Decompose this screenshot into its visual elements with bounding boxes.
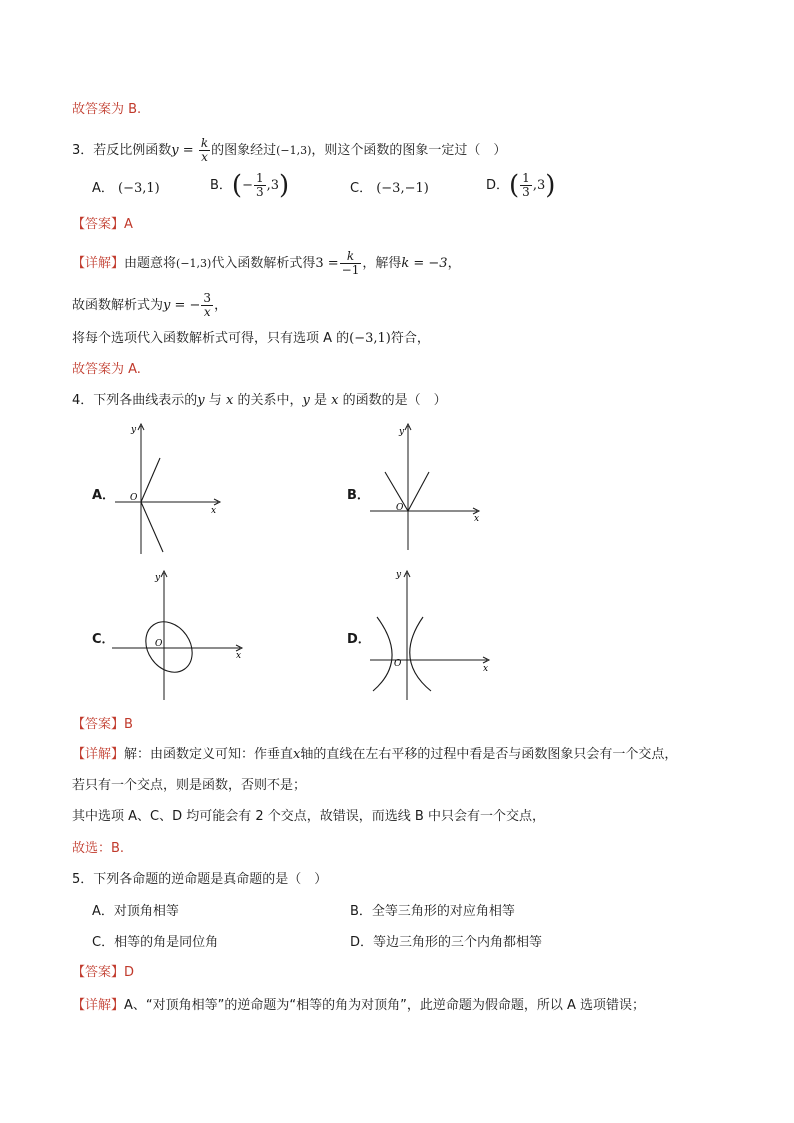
q4-graph-b-label: B． xyxy=(347,488,370,503)
q5-detail-1: 【详解】A、“对顶角相等”的逆命题为“相等的角为对顶角”，此逆命题为假命题，所以 A 选项错误； xyxy=(72,998,646,1013)
q2-conclusion: 故答案为 B. xyxy=(72,102,142,117)
q4-stem: 4．下列各曲线表示的y 与 x 的关系中，y 是 x 的函数的是（ ） xyxy=(72,393,447,408)
q4-graph-b-origin: O xyxy=(396,503,404,513)
q4-graph-d-x-label: x xyxy=(483,664,489,674)
q5-option-b: B．全等三角形的对应角相等 xyxy=(350,904,515,919)
q5-option-c: C．相等的角是同位角 xyxy=(92,935,219,950)
q4-graph-d-label: D． xyxy=(347,632,371,647)
q3-detail-1: 【详解】由题意将(−1,3)代入函数解析式得3 = $\frac{k}{-1}$ ，解得k = −3， xyxy=(72,249,461,277)
q5-stem: 5．下列各命题的逆命题是真命题的是（ ） xyxy=(72,872,328,887)
q4-graph-c-origin: O xyxy=(155,639,163,649)
q3-option-c: C． (−3,−1) xyxy=(350,181,429,196)
q4-graph-a-origin: O xyxy=(130,493,138,503)
q3-option-d: D．( $\frac{1}{3}$ ,3) xyxy=(486,170,556,201)
q4-detail-1: 【详解】解：由函数定义可知：作垂直x轴的直线在左右平移的过程中看是否与函数图象只会有一个交点， xyxy=(72,747,678,762)
q5-answer: 【答案】D xyxy=(72,965,135,980)
q4-graph-c-x-label: x xyxy=(236,651,242,661)
q5-option-d: D．等边三角形的三个内角都相等 xyxy=(350,935,543,950)
q3-answer: 【答案】A xyxy=(72,217,133,232)
q4-graph-d-y-label: y xyxy=(396,570,402,580)
q4-graph-b-x-label: x xyxy=(474,514,480,524)
q4-graph-a-x-label: x xyxy=(211,506,217,516)
q4-graph-a xyxy=(110,420,230,560)
q4-detail-2: 若只有一个交点，则是函数，否则不是； xyxy=(72,778,307,793)
q3-stem: 3．若反比例函数y = $\frac{k}{x}$ 的图象经过(−1,3)，则这个函数的图象一定过（ ） xyxy=(72,136,507,164)
q3-conclusion: 故答案为 A. xyxy=(72,362,141,377)
q4-graph-a-y-label: y xyxy=(131,425,137,435)
q3-option-a: A． (−3,1) xyxy=(92,181,160,196)
q4-graph-d-origin: O xyxy=(394,659,402,669)
q3-detail-2: 故函数解析式为y = − $\frac{3}{x}$ ， xyxy=(72,291,228,319)
q3-function-fraction: $\frac{k}{x}$ xyxy=(200,136,209,164)
q4-graph-d xyxy=(365,565,495,705)
q4-conclusion: 故选：B. xyxy=(72,841,125,856)
q4-graph-c xyxy=(110,565,250,705)
q4-graph-a-label: A． xyxy=(92,488,116,503)
q4-detail-3: 其中选项 A、C、D 均可能会有 2 个交点，故错误，而选线 B 中只会有一个交点， xyxy=(72,809,545,824)
q4-answer: 【答案】B xyxy=(72,717,133,732)
q4-graph-c-label: C． xyxy=(92,632,115,647)
q3-detail-3: 将每个选项代入函数解析式可得，只有选项 A 的(−3,1)符合， xyxy=(72,331,430,346)
q5-option-a: A．对顶角相等 xyxy=(92,904,179,919)
q3-option-b: B．(− $\frac{1}{3}$ ,3) xyxy=(210,170,290,201)
q4-graph-b xyxy=(365,420,485,560)
q4-graph-c-y-label: y xyxy=(155,573,161,583)
q4-graph-b-y-label: y xyxy=(399,427,405,437)
